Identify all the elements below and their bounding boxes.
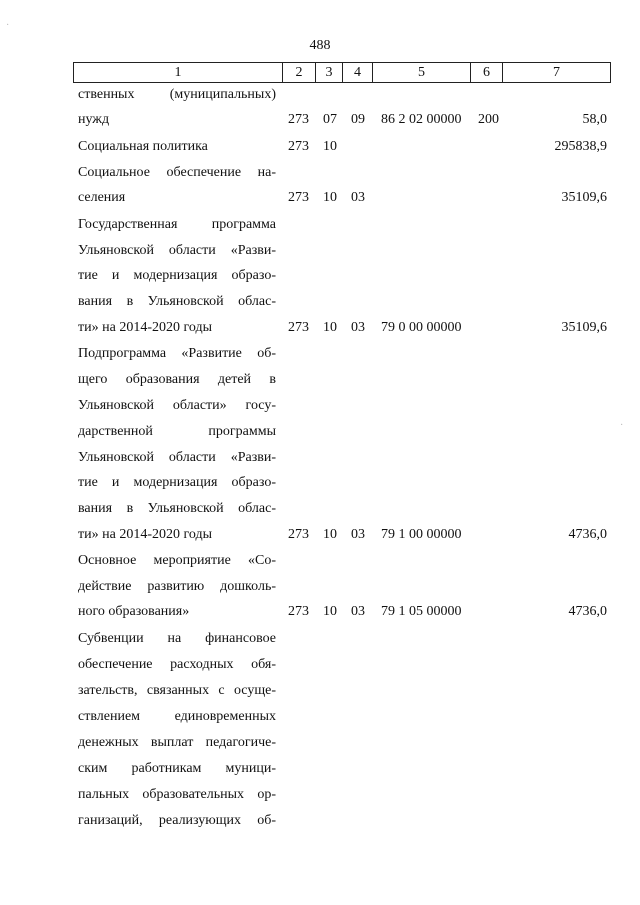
table-cell-col-4: 03 xyxy=(351,527,365,542)
description-line: ти» на 2014-2020 годы xyxy=(78,320,212,335)
table-cell-col-2: 273 xyxy=(288,320,309,335)
table-cell-col-2: 273 xyxy=(288,604,309,619)
description-line: Социальное обеспечение на- xyxy=(78,165,276,180)
description-line: Подпрограмма «Развитие об- xyxy=(78,346,276,361)
table-cell-col-4: 03 xyxy=(351,190,365,205)
table-cell-col-3: 10 xyxy=(323,139,337,154)
table-cell-col-3: 10 xyxy=(323,527,337,542)
page-number: 488 xyxy=(309,38,331,53)
table-cell-col-5: 79 0 00 00000 xyxy=(381,320,462,335)
table-cell-col-7: 58,0 xyxy=(582,112,607,127)
description-line: ствлением единовременных xyxy=(78,709,276,724)
table-cell-col-7: 4736,0 xyxy=(568,604,607,619)
description-line: зательств, связанных с осуще- xyxy=(78,683,276,698)
column-header-2: 2 xyxy=(283,63,316,83)
description-line: дарственной программы xyxy=(78,424,276,439)
column-header-row xyxy=(73,62,611,83)
column-header-4: 4 xyxy=(343,63,373,83)
description-line: тие и модернизация образо- xyxy=(78,475,276,490)
description-line: щего образования детей в xyxy=(78,372,276,387)
table-cell-col-7: 35109,6 xyxy=(561,320,607,335)
description-line: тие и модернизация образо- xyxy=(78,268,276,283)
description-line: Основное мероприятие «Со- xyxy=(78,553,276,568)
description-line: ганизаций, реализующих об- xyxy=(78,813,276,828)
column-header-6: 6 xyxy=(471,63,503,83)
description-line: ственных (муниципальных) xyxy=(78,87,276,102)
table-cell-col-2: 273 xyxy=(288,190,309,205)
description-line: ного образования» xyxy=(78,604,190,619)
description-line: селения xyxy=(78,190,126,205)
table-cell-col-2: 273 xyxy=(288,527,309,542)
table-cell-col-5: 79 1 00 00000 xyxy=(381,527,462,542)
table-cell-col-2: 273 xyxy=(288,139,309,154)
column-header-7: 7 xyxy=(503,63,611,83)
column-header-5: 5 xyxy=(373,63,471,83)
description-line: Ульяновской области «Разви- xyxy=(78,450,276,465)
table-cell-col-7: 295838,9 xyxy=(554,139,607,154)
scan-artifact: · xyxy=(620,420,624,431)
table-cell-col-3: 07 xyxy=(323,112,337,127)
description-line: денежных выплат педагогиче- xyxy=(78,735,276,750)
table-cell-col-6: 200 xyxy=(478,112,499,127)
description-line: ти» на 2014-2020 годы xyxy=(78,527,212,542)
table-cell-col-5: 79 1 05 00000 xyxy=(381,604,462,619)
description-line: пальных образовательных ор- xyxy=(78,787,276,802)
table-cell-col-3: 10 xyxy=(323,320,337,335)
description-line: Ульяновской области «Разви- xyxy=(78,243,276,258)
description-line: Социальная политика xyxy=(78,139,208,154)
description-line: вания в Ульяновской облас- xyxy=(78,294,276,309)
description-line: Субвенции на финансовое xyxy=(78,631,276,646)
table-cell-col-4: 03 xyxy=(351,604,365,619)
table-cell-col-4: 09 xyxy=(351,112,365,127)
table-cell-col-2: 273 xyxy=(288,112,309,127)
description-line: Ульяновской области» госу- xyxy=(78,398,276,413)
table-cell-col-5: 86 2 02 00000 xyxy=(381,112,462,127)
description-line: Государственная программа xyxy=(78,217,276,232)
description-line: действие развитию дошколь- xyxy=(78,579,276,594)
scan-artifact: · xyxy=(6,20,10,31)
description-line: нужд xyxy=(78,112,110,127)
column-header-1: 1 xyxy=(74,63,283,83)
description-line: вания в Ульяновской облас- xyxy=(78,501,276,516)
table-cell-col-7: 4736,0 xyxy=(568,527,607,542)
table-cell-col-4: 03 xyxy=(351,320,365,335)
description-line: ским работникам муници- xyxy=(78,761,276,776)
description-line: обеспечение расходных обя- xyxy=(78,657,276,672)
table-cell-col-3: 10 xyxy=(323,190,337,205)
column-header-3: 3 xyxy=(316,63,343,83)
table-cell-col-3: 10 xyxy=(323,604,337,619)
table-cell-col-7: 35109,6 xyxy=(561,190,607,205)
